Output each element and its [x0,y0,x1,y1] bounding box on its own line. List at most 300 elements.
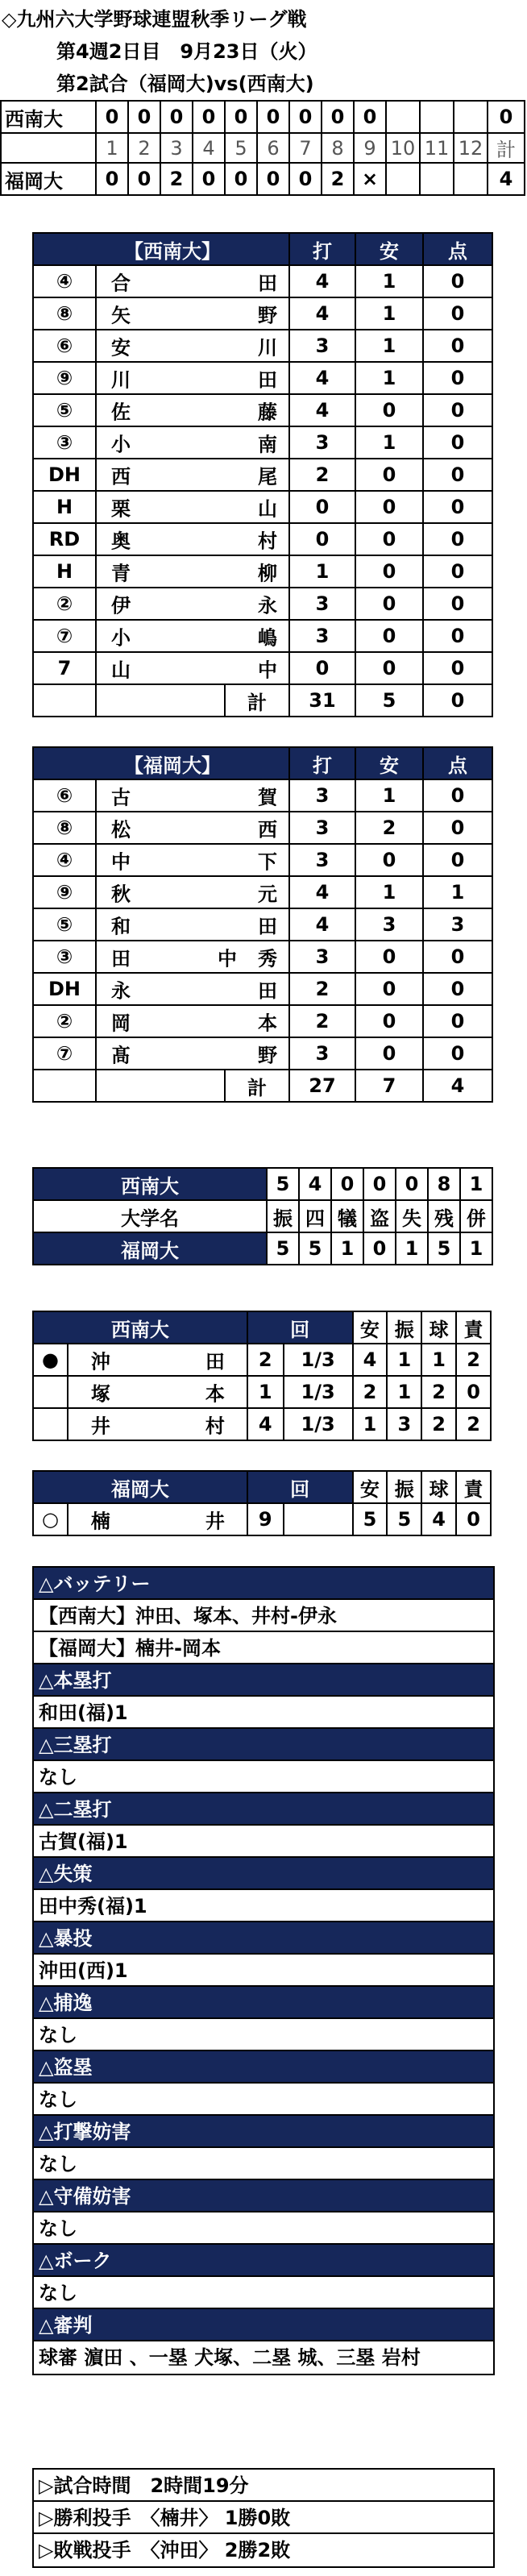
strikeouts: 1 [387,1376,421,1408]
inning-score: 0 [322,101,354,133]
at-bats: 4 [289,876,355,908]
table-row [33,555,492,588]
inning-score: 0 [225,101,257,133]
team-name: 西南大 [1,101,96,133]
player-name [96,265,289,297]
player-name [96,555,289,588]
player-name-part: 野 [258,304,277,327]
walks: 1 [421,1344,456,1376]
stat-value: 5 [267,1232,299,1265]
player-name [96,652,289,684]
rbi: 0 [423,1037,492,1070]
at-bats: 4 [289,394,355,426]
table-row [33,459,492,491]
player-name-part: 西 [258,818,277,841]
inning-score: 0 [96,163,128,195]
stat-header: 盗 [363,1200,396,1232]
player-name-part: 下 [258,850,277,874]
at-bats: 4 [289,265,355,297]
note-heading: △打撃妨害 [34,2116,493,2148]
table-row [33,330,492,362]
position: ⑦ [33,620,96,652]
inning-number: 12 [454,133,488,163]
hits: 1 [355,330,423,362]
inning-score: × [354,163,386,195]
innings-fraction: 1/3 [284,1408,353,1440]
note-line: なし [34,2019,493,2051]
player-name-part: 田 [258,915,277,938]
player-name-part: 矢 [111,304,131,327]
batting-table-fukuoka [32,746,493,1103]
inning-score: 0 [225,163,257,195]
position: ⑥ [33,330,96,362]
stat-value: 0 [396,1168,428,1200]
strikeouts: 1 [387,1344,421,1376]
rbi: 0 [423,297,492,330]
earned-runs: 0 [456,1376,491,1408]
inning-number: 6 [257,133,289,163]
player-name-part: 尾 [258,465,277,488]
rbi: 0 [423,394,492,426]
stat-header: 振 [267,1200,299,1232]
game-notes [32,1566,495,2375]
position: ⑨ [33,876,96,908]
pitcher-name-part: 楠 [90,1510,110,1533]
hits: 0 [355,1037,423,1070]
stat-header: 失 [396,1200,428,1232]
player-name-part: 古 [111,786,131,809]
note-heading: △暴投 [34,1922,493,1955]
column-header: 球 [421,1311,456,1344]
at-bats: 2 [289,459,355,491]
column-header: 振 [387,1311,421,1344]
player-name [96,1005,289,1037]
blank [96,684,225,717]
hits: 0 [355,620,423,652]
pitching-header [33,1471,491,1503]
stat-value: 1 [331,1232,363,1265]
innings-whole: 1 [247,1376,284,1408]
player-name [96,973,289,1005]
stat-value: 0 [363,1232,396,1265]
total-at-bats: 31 [289,684,355,717]
column-header: 点 [423,747,492,779]
inning-score: 2 [160,163,193,195]
innings-whole: 9 [247,1503,284,1535]
at-bats: 3 [289,426,355,459]
hits-allowed: 1 [353,1408,388,1440]
pitcher-name [68,1344,247,1376]
total-label: 計 [225,684,289,717]
summary-line: ▷敗戦投手 〈沖田〉 2勝2敗 [39,2539,291,2561]
hits: 1 [355,297,423,330]
hits: 0 [355,523,423,555]
inning-score [420,163,454,195]
pitcher-name [68,1376,247,1408]
column-header: 球 [421,1471,456,1503]
decision-mark [33,1408,68,1440]
position: ④ [33,844,96,876]
player-name-part: 南 [258,433,277,456]
player-name-part: 西 [111,465,131,488]
table-row [33,1344,491,1376]
position: ⑦ [33,1037,96,1070]
note-heading: △失策 [34,1858,493,1890]
inning-score: 0 [128,101,160,133]
stat-value: 8 [428,1168,460,1200]
note-heading: △守備妨害 [34,2180,493,2212]
earned-runs: 0 [456,1503,491,1535]
rbi: 0 [423,812,492,844]
hits: 0 [355,459,423,491]
player-name-part: 藤 [258,401,277,424]
linescore-table [0,100,525,196]
inning-score [454,163,488,195]
stat-header: 併 [460,1200,492,1232]
note-heading: △三塁打 [34,1729,493,1761]
player-name [96,908,289,941]
pitcher-name-part: 井 [205,1510,225,1533]
stat-header: 残 [428,1200,460,1232]
table-row [33,973,492,1005]
table-row [33,297,492,330]
player-name-part: 中 [258,659,277,682]
hits: 1 [355,779,423,812]
table-row [33,876,492,908]
inning-score: 0 [128,163,160,195]
rbi: 0 [423,362,492,394]
inning-number: 4 [193,133,225,163]
inning-number: 10 [386,133,420,163]
innings-whole: 2 [247,1344,284,1376]
rbi: 0 [423,844,492,876]
player-name-part: 合 [111,272,131,295]
at-bats: 2 [289,1005,355,1037]
inning-score: 0 [354,101,386,133]
linescore-inning-header [1,133,525,163]
linescore-corner [1,133,96,163]
position: ⑧ [33,812,96,844]
table-row [33,941,492,973]
stat-value: 1 [460,1168,492,1200]
inning-score [454,101,488,133]
player-name-part: 佐 [111,401,131,424]
rbi: 0 [423,426,492,459]
player-name-part: 元 [258,883,277,906]
player-name-part: 永 [111,979,131,1003]
column-header: 安 [355,233,423,265]
inning-number: 9 [354,133,386,163]
hits: 2 [355,812,423,844]
position: ② [33,1005,96,1037]
position: H [33,555,96,588]
column-header: 打 [289,233,355,265]
player-name-part: 岡 [111,1012,131,1035]
player-name [96,779,289,812]
total-hits: 7 [355,1070,423,1102]
player-name-part: 川 [111,368,131,392]
inning-number: 1 [96,133,128,163]
hits: 0 [355,491,423,523]
at-bats: 0 [289,491,355,523]
decision-mark [33,1376,68,1408]
table-row [33,652,492,684]
hits-allowed: 2 [353,1376,388,1408]
table-row [33,523,492,555]
at-bats: 2 [289,973,355,1005]
player-name-part: 松 [111,818,131,841]
player-name [96,362,289,394]
hits: 0 [355,588,423,620]
at-bats: 0 [289,523,355,555]
position: ③ [33,426,96,459]
at-bats: 3 [289,330,355,362]
total-row [33,1070,492,1102]
column-header: 安 [353,1311,388,1344]
team-name: 福岡大 [33,1471,247,1503]
inning-score: 2 [322,163,354,195]
player-name-part: 田 [258,272,277,295]
table-row [33,812,492,844]
rbi: 0 [423,588,492,620]
pitcher-name [68,1408,247,1440]
rbi: 0 [423,330,492,362]
player-name-part: 田 [258,368,277,392]
hits-allowed: 5 [353,1503,388,1535]
at-bats: 3 [289,941,355,973]
player-name-part: 川 [258,336,277,359]
at-bats: 0 [289,652,355,684]
table-row [33,1503,491,1535]
stat-header: 犠 [331,1200,363,1232]
note-line: 田中秀(福)1 [34,1890,493,1922]
player-name [96,394,289,426]
player-name-part: 嶋 [258,626,277,650]
stat-header: 四 [299,1200,331,1232]
player-name-part: 野 [258,1044,277,1067]
inning-number: 7 [289,133,322,163]
inning-score: 0 [96,101,128,133]
position: ② [33,588,96,620]
rbi: 0 [423,941,492,973]
player-name [96,330,289,362]
stat-value: 1 [460,1232,492,1265]
column-header: 打 [289,747,355,779]
page-title: ◇九州六大学野球連盟秋季リーグ戦 [2,8,307,31]
stat-value: 5 [267,1168,299,1200]
note-line: 古賀(福)1 [34,1826,493,1858]
note-heading: △審判 [34,2309,493,2341]
position: ⑤ [33,908,96,941]
stat-value: 0 [363,1168,396,1200]
hits: 1 [355,426,423,459]
at-bats: 3 [289,812,355,844]
strikeouts: 5 [387,1503,421,1535]
at-bats: 3 [289,588,355,620]
note-heading: △ボーク [34,2245,493,2277]
player-name-part: 山 [111,659,131,682]
player-name-part: 中 [218,947,237,970]
team-name: 西南大 [33,1168,267,1200]
note-line: なし [34,1761,493,1793]
at-bats: 4 [289,297,355,330]
hits: 1 [355,876,423,908]
team-label: 【福岡大】 [33,747,289,779]
inning-number: 8 [322,133,354,163]
table-row [33,620,492,652]
table-row [33,844,492,876]
inning-score: 0 [193,163,225,195]
table-row [33,1037,492,1070]
at-bats: 4 [289,908,355,941]
total-runs: 0 [488,101,525,133]
note-line: なし [34,2212,493,2245]
player-name-part: 和 [111,915,131,938]
position: RD [33,523,96,555]
player-name-part: 柳 [258,562,277,585]
decision-mark: ○ [33,1503,68,1535]
rbi: 1 [423,876,492,908]
player-name [96,426,289,459]
player-name [96,844,289,876]
pitching-table-fukuoka [32,1470,492,1536]
column-header: 点 [423,233,492,265]
hits-allowed: 4 [353,1344,388,1376]
innings-fraction [284,1503,353,1535]
inning-score [420,101,454,133]
column-header: 責 [456,1311,491,1344]
column-header: 振 [387,1471,421,1503]
total-at-bats: 27 [289,1070,355,1102]
batting-header [33,747,492,779]
player-name-part: 賀 [258,786,277,809]
player-name-part: 伊 [111,594,131,617]
team-name: 福岡大 [33,1232,267,1265]
team-label: 【西南大】 [33,233,289,265]
player-name-part: 山 [258,497,277,521]
note-line: なし [34,2148,493,2180]
player-name [96,1037,289,1070]
inning-number: 5 [225,133,257,163]
stat-value: 1 [396,1232,428,1265]
pitcher-name-part: 田 [205,1350,225,1373]
hits: 0 [355,1005,423,1037]
player-name-part: 中 [111,850,131,874]
note-line: 和田(福)1 [34,1697,493,1729]
note-heading: △本塁打 [34,1664,493,1697]
player-name-part: 髙 [111,1044,131,1067]
rbi: 0 [423,459,492,491]
game-summary [32,2468,495,2568]
blank [96,1070,225,1102]
note-line: 沖田(西)1 [34,1955,493,1987]
note-line: 球審 濵田 、一塁 犬塚、二塁 城、三塁 岩村 [39,2346,421,2369]
team-stats-row-b [33,1232,492,1265]
innings-fraction: 1/3 [284,1376,353,1408]
hits: 0 [355,394,423,426]
inning-number: 11 [420,133,454,163]
inning-number: 3 [160,133,193,163]
rbi: 0 [423,620,492,652]
player-name [96,297,289,330]
game-line: 第2試合（福岡大)vs(西南大) [56,73,314,95]
inning-score [386,101,420,133]
player-name [96,459,289,491]
inning-number: 2 [128,133,160,163]
summary-line: ▷勝利投手 〈楠井〉 1勝0敗 [34,2502,493,2534]
at-bats: 3 [289,779,355,812]
column-header: 安 [355,747,423,779]
innings-whole: 4 [247,1408,284,1440]
hits: 0 [355,555,423,588]
rbi: 0 [423,523,492,555]
hits: 1 [355,265,423,297]
player-name-part: 秀 [258,947,277,970]
inning-score: 0 [289,163,322,195]
note-line: 【福岡大】楠井-岡本 [34,1632,493,1664]
table-row [33,779,492,812]
stat-value: 4 [299,1168,331,1200]
innings-fraction: 1/3 [284,1344,353,1376]
date-line: 第4週2日目 9月23日（火） [56,40,317,63]
player-name-part: 秋 [111,883,131,906]
player-name [96,941,289,973]
table-row [33,588,492,620]
inning-score: 0 [160,101,193,133]
at-bats: 4 [289,362,355,394]
at-bats: 3 [289,844,355,876]
table-row [33,265,492,297]
player-name-part: 田 [258,979,277,1003]
hits: 1 [355,362,423,394]
stat-value: 0 [331,1168,363,1200]
column-header: 安 [353,1471,388,1503]
team-stats-header [33,1200,492,1232]
batting-table-seinan [32,232,493,717]
position: ④ [33,265,96,297]
stats-label: 大学名 [33,1200,267,1232]
player-name-part: 奥 [111,530,131,553]
pitcher-name-part: 井 [90,1415,110,1438]
position: DH [33,459,96,491]
total-header: 計 [488,133,525,163]
walks: 2 [421,1376,456,1408]
hits: 3 [355,908,423,941]
inning-score: 0 [257,101,289,133]
team-stats-table [32,1167,493,1265]
total-runs: 4 [488,163,525,195]
at-bats: 3 [289,620,355,652]
player-name [96,876,289,908]
stat-value: 5 [299,1232,331,1265]
rbi: 0 [423,491,492,523]
position: ⑥ [33,779,96,812]
table-row [33,362,492,394]
position: H [33,491,96,523]
player-name [96,588,289,620]
note-line: 【西南大】沖田、塚本、井村-伊永 [34,1600,493,1632]
position: 7 [33,652,96,684]
rbi: 3 [423,908,492,941]
stat-value: 5 [428,1232,460,1265]
earned-runs: 2 [456,1344,491,1376]
player-name-part: 永 [258,594,277,617]
player-name-part: 小 [111,626,131,650]
pitcher-name-part: 本 [205,1382,225,1406]
note-heading: △盗塁 [34,2051,493,2084]
table-row [33,426,492,459]
inning-score: 0 [289,101,322,133]
